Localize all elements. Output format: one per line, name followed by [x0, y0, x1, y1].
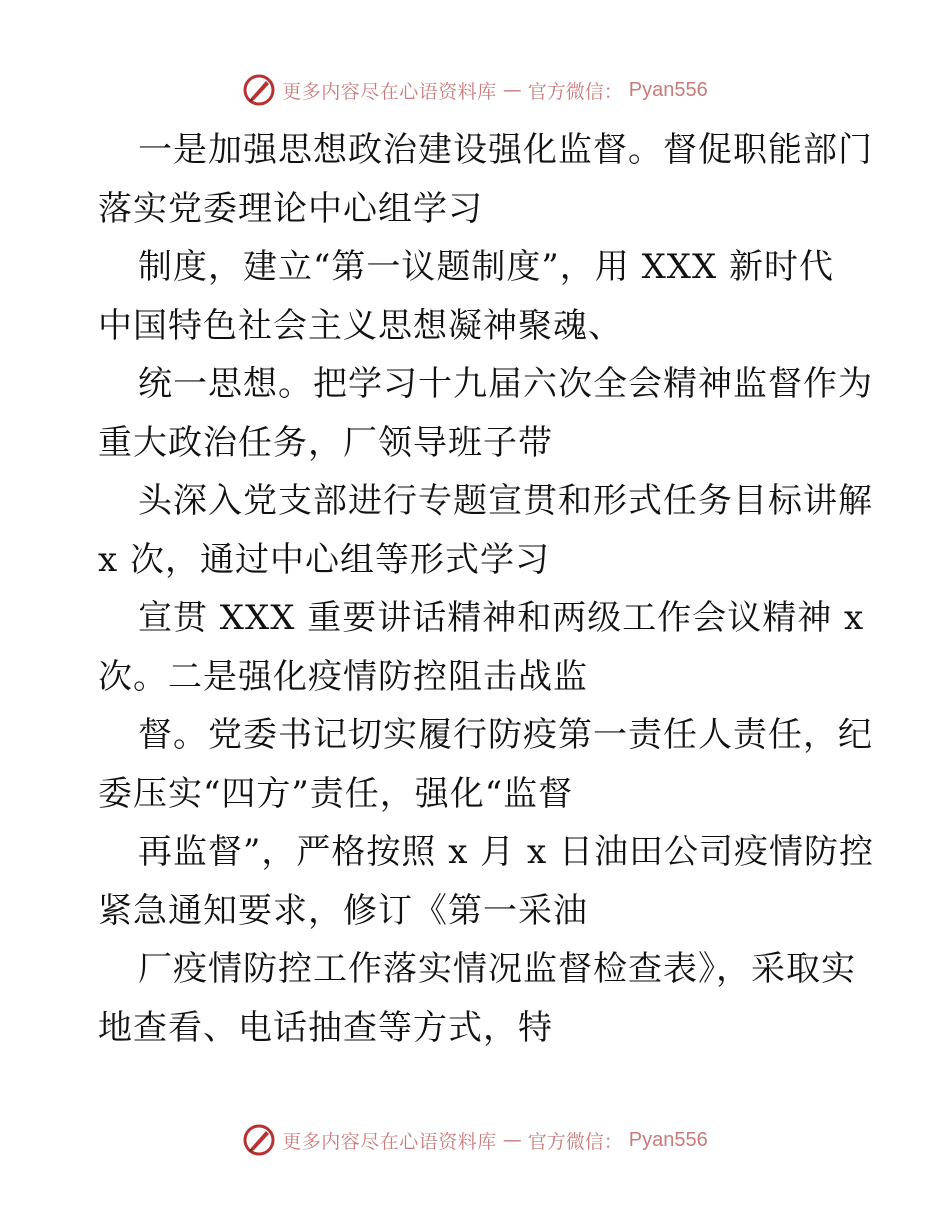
watermark-wechat-id: Pyan556	[628, 1128, 708, 1151]
body-line: 制度，建立“第一议题制度”，用 XXX 新时代	[138, 247, 834, 287]
body-line: 一是加强思想政治建设强化监督。督促职能部门	[138, 130, 873, 170]
body-line: 宣贯 XXX 重要讲话精神和两级工作会议精神 x	[138, 598, 865, 638]
document-body	[98, 121, 878, 1057]
footer-watermark	[0, 1120, 950, 1160]
body-line: 中国特色社会主义思想凝神聚魂、	[98, 305, 623, 346]
body-line: 落实党委理论中心组学习	[98, 188, 483, 229]
body-line: 厂疫情防控工作落实情况监督检查表》，采取实	[138, 949, 856, 989]
watermark-wechat-id: Pyan556	[628, 78, 708, 101]
body-line: x 次，通过中心组等形式学习	[98, 539, 550, 580]
watermark-dash: —	[502, 79, 522, 101]
watermark-brand-text: 更多内容尽在心语资料库	[282, 80, 497, 103]
body-line: 再监督”，严格按照 x 月 x 日油田公司疫情防控	[138, 832, 874, 872]
body-line: 次。二是强化疫情防控阻击战监	[98, 656, 588, 697]
body-line: 督。党委书记切实履行防疫第一责任人责任，纪	[138, 715, 873, 755]
quill-pen-logo-icon	[242, 1123, 276, 1157]
body-line: 头深入党支部进行专题宣贯和形式任务目标讲解	[138, 481, 873, 521]
quill-pen-logo-icon	[242, 73, 276, 107]
watermark-wechat-label: 官方微信：	[527, 1130, 623, 1153]
body-line: 重大政治任务，厂领导班子带	[98, 422, 553, 463]
watermark-dash: —	[502, 1129, 522, 1151]
watermark-wechat-label: 官方微信：	[527, 80, 623, 103]
watermark-brand-text: 更多内容尽在心语资料库	[282, 1130, 497, 1153]
body-line: 委压实“四方”责任，强化“监督	[98, 773, 574, 814]
body-line: 紧急通知要求，修订《第一采油	[98, 890, 588, 931]
header-watermark	[0, 70, 950, 110]
body-line: 统一思想。把学习十九届六次全会精神监督作为	[138, 364, 873, 404]
body-line: 地查看、电话抽查等方式，特	[98, 1007, 553, 1048]
